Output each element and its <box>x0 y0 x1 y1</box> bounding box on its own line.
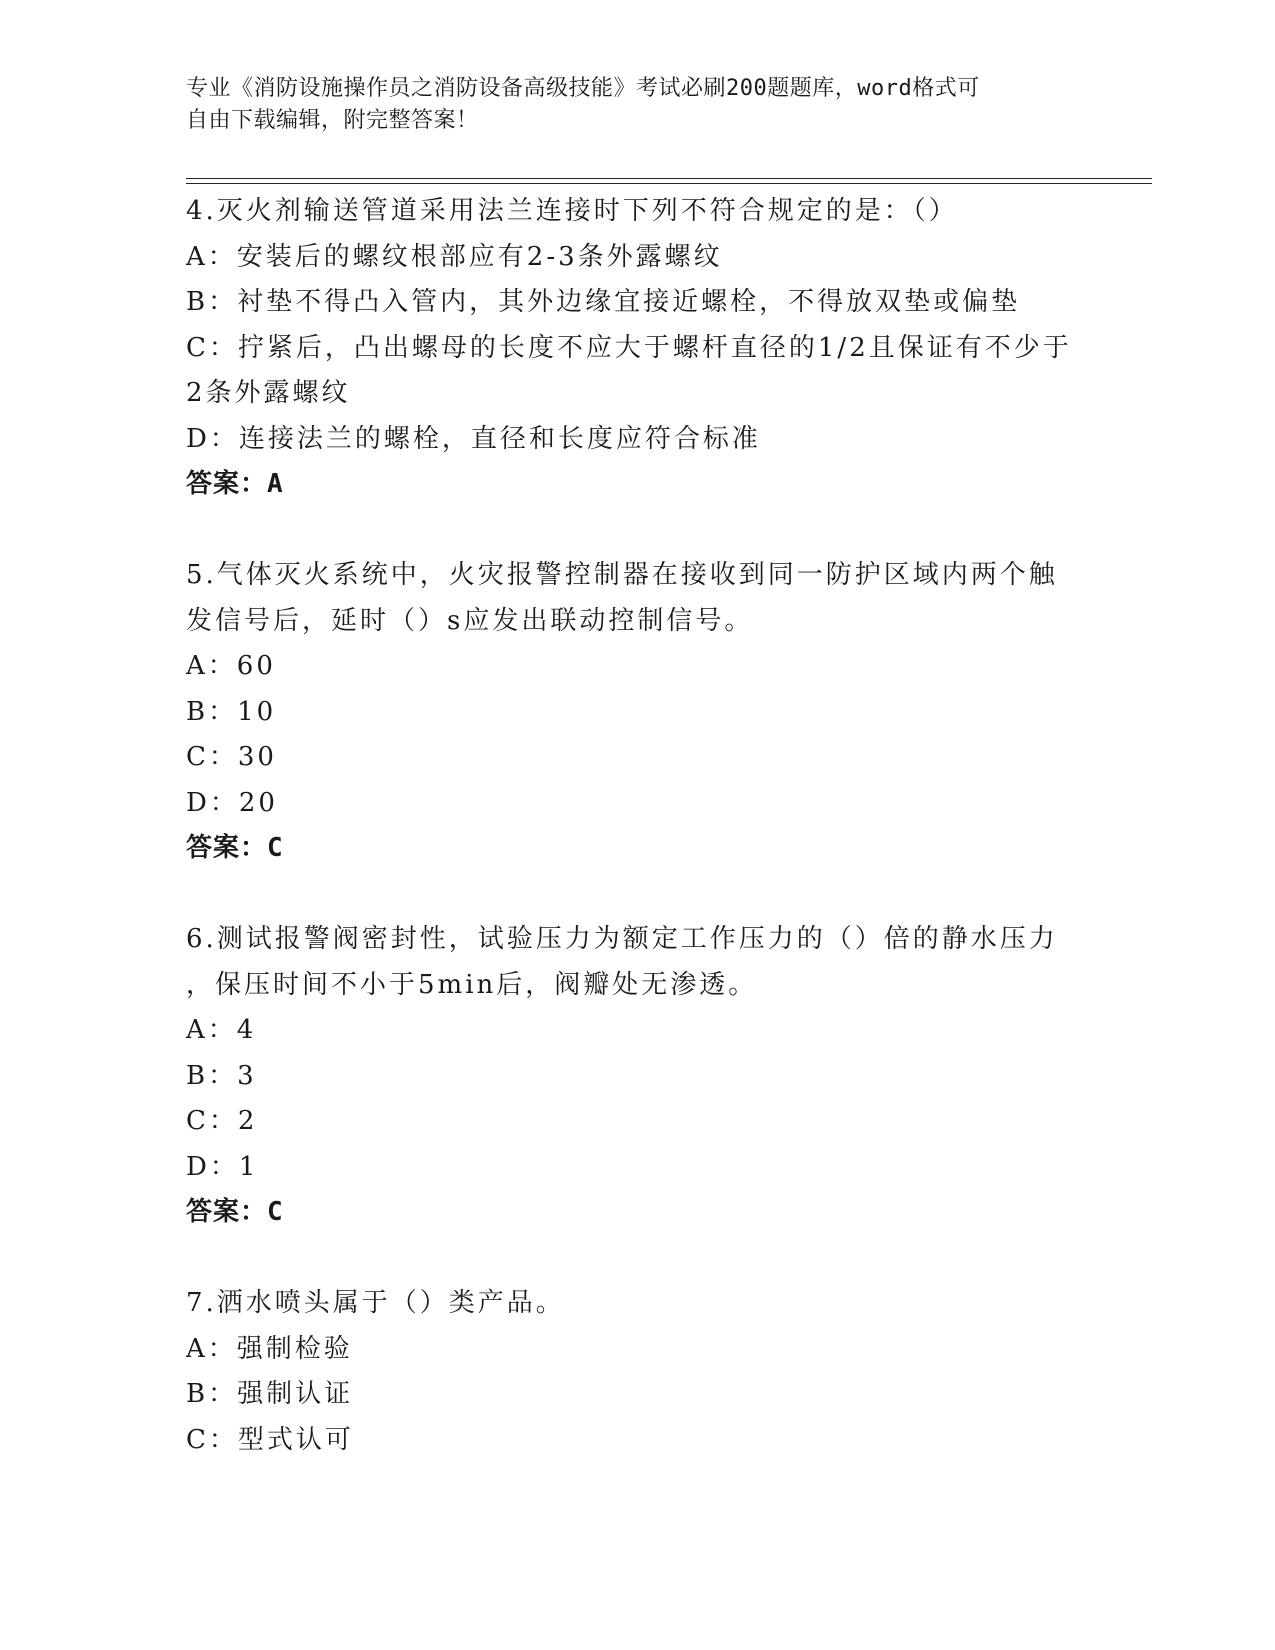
answer-option-line: A：4 <box>186 1015 257 1045</box>
answer-option-line: A：60 <box>186 651 276 681</box>
question-block <box>186 1281 1086 1463</box>
header-divider-bottom <box>186 183 1152 184</box>
answer-option-line: C：型式认可 <box>186 1424 354 1455</box>
question-spacer <box>186 1236 1086 1282</box>
document-header <box>186 73 1086 137</box>
answer-option-line: 2条外露螺纹 <box>186 378 351 408</box>
answer-option-line: A：强制检验 <box>186 1333 353 1364</box>
answer-option-line: C：2 <box>186 1106 258 1136</box>
answer-option-line: D：1 <box>186 1151 259 1182</box>
correct-answer: 答案：C <box>186 1197 284 1227</box>
question-stem-line: 发信号后，延时（）s应发出联动控制信号。 <box>186 605 754 636</box>
question-block <box>186 189 1086 508</box>
question-block <box>186 553 1086 872</box>
answer-option-line: B：强制认证 <box>186 1379 354 1409</box>
question-block <box>186 917 1086 1236</box>
answer-option-line: B：3 <box>186 1060 257 1091</box>
answer-option-line: D：连接法兰的螺栓，直径和长度应符合标准 <box>186 423 761 454</box>
header-divider-top <box>186 178 1152 179</box>
correct-answer: 答案：C <box>186 833 284 863</box>
correct-answer: 答案：A <box>186 469 284 499</box>
header-line-1: 专业《消防设施操作员之消防设备高级技能》考试必刷200题题库，word格式可 <box>186 76 980 101</box>
question-stem-line: 4.灭火剂输送管道采用法兰连接时下列不符合规定的是：（） <box>186 196 958 226</box>
answer-option-line: C：拧紧后，凸出螺母的长度不应大于螺杆直径的1/2且保证有不少于 <box>186 332 1072 363</box>
question-stem-line: 6.测试报警阀密封性，试验压力为额定工作压力的（）倍的静水压力 <box>186 924 1058 954</box>
answer-option-line: B：衬垫不得凸入管内，其外边缘宜接近螺栓，不得放双垫或偏垫 <box>186 287 1021 317</box>
question-stem-line: ，保压时间不小于5min后，阀瓣处无渗透。 <box>186 969 758 1000</box>
question-spacer <box>186 872 1086 918</box>
question-stem-line: 7.洒水喷头属于（）类产品。 <box>186 1288 565 1318</box>
answer-option-line: B：10 <box>186 696 277 727</box>
answer-option-line: A：安装后的螺纹根部应有2-3条外露螺纹 <box>186 241 723 272</box>
question-stem-line: 5.气体灭火系统中，火灾报警控制器在接收到同一防护区域内两个触 <box>186 560 1058 590</box>
answer-option-line: D：20 <box>186 787 278 818</box>
answer-option-line: C：30 <box>186 742 277 772</box>
header-line-2: 自由下载编辑，附完整答案！ <box>186 108 479 133</box>
question-spacer <box>186 508 1086 554</box>
question-list <box>186 189 1086 1463</box>
